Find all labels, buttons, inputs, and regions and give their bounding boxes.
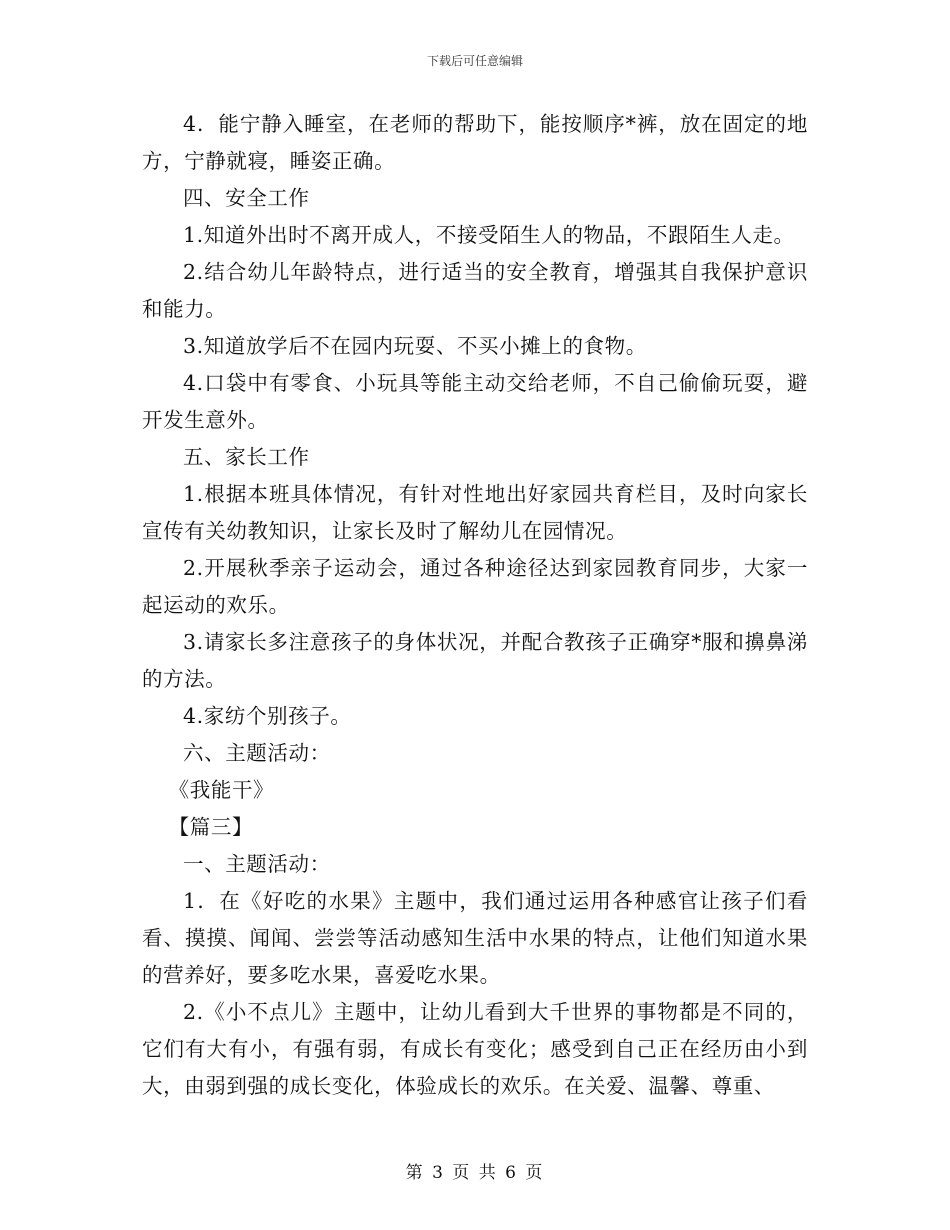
section-heading-theme-activities: 一、主题活动： <box>183 852 331 876</box>
paragraph-theme-2: 2.《小不点儿》主题中，让幼儿看到大千世界的事物都是不同的，它们有大有小，有强有弱，有成长有变化；感受到自己正在经历由小到大，由弱到强的成长变化，体验成长的欢乐。在关爱、温馨、尊重、 <box>142 1000 808 1098</box>
paragraph-parents-1: 1.根据本班具体情况，有针对性地出好家园共育栏目，及时向家长宣传有关幼教知识，让家长及时了解幼儿在园情况。 <box>142 482 808 543</box>
paragraph-parents-2: 2.开展秋季亲子运动会，通过各种途径达到家园教育同步，大家一起运动的欢乐。 <box>142 556 808 617</box>
section-heading-parents: 五、家长工作 <box>183 445 310 469</box>
paragraph-safety-2: 2.结合幼儿年龄特点，进行适当的安全教育，增强其自我保护意识和能力。 <box>142 260 808 321</box>
part-heading: 【篇三】 <box>168 815 254 839</box>
section-heading-safety: 四、安全工作 <box>183 186 310 210</box>
document-body <box>142 106 808 1105</box>
section-heading-themes: 六、主题活动： <box>183 741 331 765</box>
theme-title: 《我能干》 <box>168 778 275 802</box>
paragraph-sleep-routine: 4．能宁静入睡室，在老师的帮助下，能按顺序*裤，放在固定的地方，宁静就寝，睡姿正确。 <box>142 112 808 173</box>
paragraph-safety-4: 4.口袋中有零食、小玩具等能主动交给老师，不自己偷偷玩耍，避开发生意外。 <box>142 371 808 432</box>
paragraph-parents-3: 3.请家长多注意孩子的身体状况，并配合教孩子正确穿*服和擤鼻涕的方法。 <box>142 630 808 691</box>
paragraph-parents-4: 4.家纺个别孩子。 <box>183 704 352 728</box>
page-header: 下载后可任意编辑 <box>426 54 523 68</box>
page-footer: 第 3 页 共 6 页 <box>405 1163 545 1183</box>
paragraph-theme-1: 1．在《好吃的水果》主题中，我们通过运用各种感官让孩子们看看、摸摸、闻闻、尝尝等活动感知生活中水果的特点，让他们知道水果的营养好，要多吃水果，喜爱吃水果。 <box>142 889 808 987</box>
paragraph-safety-3: 3.知道放学后不在园内玩耍、不买小摊上的食物。 <box>183 334 647 358</box>
paragraph-safety-1: 1.知道外出时不离开成人，不接受陌生人的物品，不跟陌生人走。 <box>183 223 795 247</box>
